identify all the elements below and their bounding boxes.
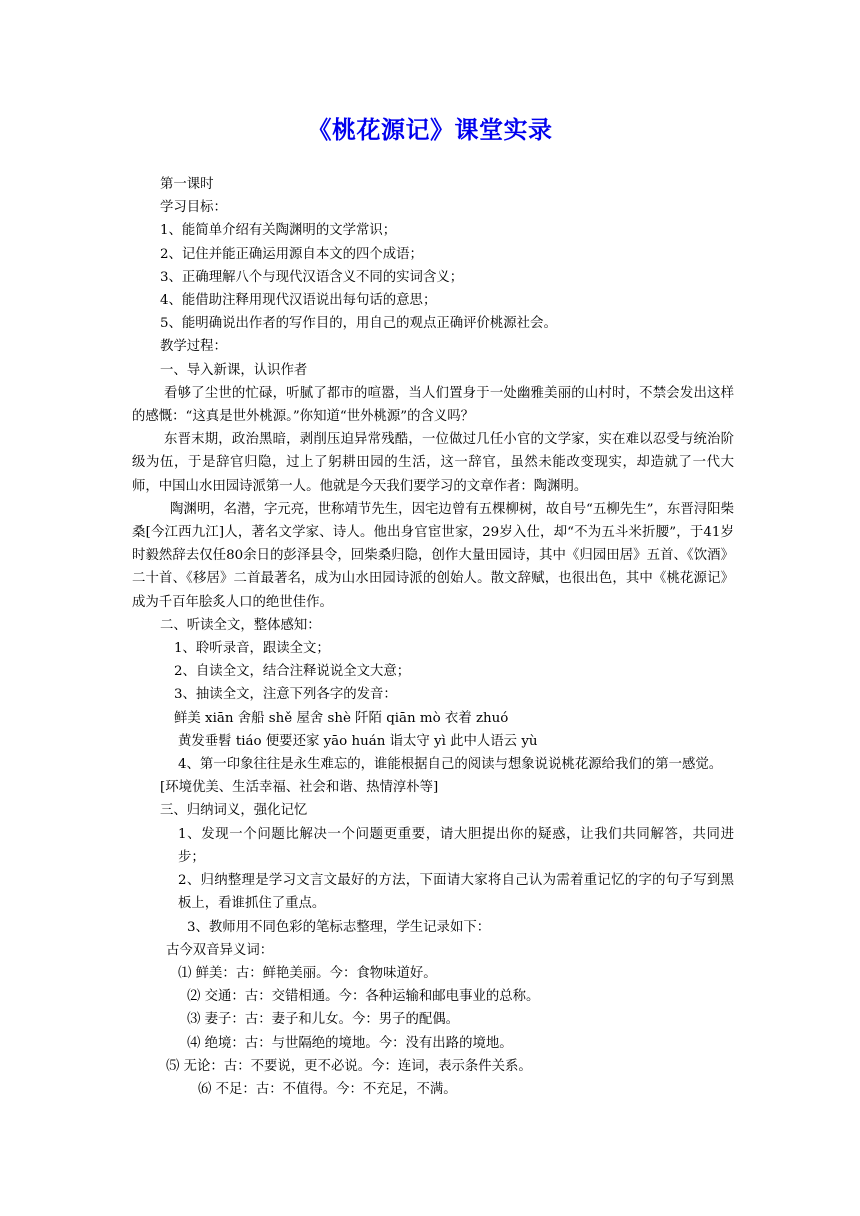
section-heading: 二、听读全文，整体感知： — [160, 617, 321, 633]
word-entry: ⑷ 绝境：古：与世隔绝的境地。今：没有出路的境地。 — [187, 1035, 513, 1051]
vocabulary-step: 3、教师用不同色彩的笔标志整理，学生记录如下： — [187, 919, 491, 935]
lesson-label: 第一课时 — [160, 177, 214, 192]
author-paragraph: 陶渊明，名潜，字元亮，世称靖节先生，因宅边曾有五棵柳树，故自号“五柳先生”，东晋浔阳柴桑[今江西九江]人，著名文学家、诗人。他出身官宦世家，29岁入仕，却“不为五斗米折腰”，于41岁时毅然辞去仅任80余日的彭泽县令，回柴桑归隐，创作大量田园诗，其中《归园田居》五首、《饮酒》二十首、《移居》二首最著名，成为山水田园诗派的创始人。散文辞赋，也很出色，其中《桃花源记》成为千百年脍炙人口的绝世佳作。 — [132, 501, 734, 610]
goal-item: 3、正确理解八个与现代汉语含义不同的实词含义； — [160, 269, 464, 285]
goal-item: 4、能借助注释用现代汉语说出每句话的意思； — [160, 293, 437, 309]
word-entry: ⑶ 妻子：古：妻子和儿女。今：男子的配偶。 — [187, 1012, 460, 1028]
history-paragraph: 东晋末期，政治黑暗，剥削压迫异常残酷，一位做过几任小官的文学家，实在难以忍受与统治阶级为伍，于是辞官归隐，过上了躬耕田园的生活，这一辞官，虽然未能改变现实，却造就了一代大师，中国山水田园诗派第一人。他就是今天我们要学习的文章作者：陶渊明。 — [132, 432, 734, 494]
vocabulary-step: 1、发现一个问题比解决一个问题更重要，请大胆提出你的疑惑，让我们共同解答，共同进步； — [178, 826, 734, 865]
goal-item: 1、能简单介绍有关陶渊明的文学常识； — [160, 223, 397, 239]
section-heading: 一、导入新课，认识作者 — [160, 362, 308, 378]
word-entry: ⑸ 无论：古：不要说，更不必说。今：连词，表示条件关系。 — [166, 1058, 532, 1074]
word-list-heading: 古今双音异义词： — [166, 942, 274, 958]
word-entry: ⑹ 不足：古：不值得。今：不充足，不满。 — [198, 1081, 457, 1097]
document-title: 《桃花源记》课堂实录 — [307, 116, 553, 144]
word-entry: ⑵ 交通：古：交错相通。今：各种运输和邮电事业的总称。 — [187, 989, 540, 1005]
vocabulary-step: 2、归纳整理是学习文言文最好的方法，下面请大家将自己认为需着重记忆的字的句子写到黑板上，看谁抓住了重点。 — [178, 873, 734, 912]
goal-item: 2、记住并能正确运用源自本文的四个成语； — [160, 246, 423, 262]
intro-paragraph: 看够了尘世的忙碌，听腻了都市的喧嚣，当人们置身于一处幽雅美丽的山村时，不禁会发出这样的感慨：“这真是世外桃源。”你知道“世外桃源”的含义吗？ — [132, 385, 734, 425]
section-heading: 三、归纳词义，强化记忆 — [160, 803, 308, 819]
pronunciation-line: 黄发垂髫 tiáo 便要还家 yāo huán 诣太守 yì 此中人语云 yù — [178, 733, 538, 749]
goals-heading: 学习目标： — [160, 200, 227, 216]
reading-step: 1、聆听录音，跟读全文； — [174, 641, 330, 657]
reading-step: 4、第一印象往往是永生难忘的，谁能根据自己的阅读与想象说说桃花源给我们的第一感觉。 — [178, 757, 723, 773]
summary-note: [环境优美、生活幸福、社会和谐、热情淳朴等] — [160, 780, 439, 796]
word-entry: ⑴ 鲜美：古：鲜艳美丽。今：食物味道好。 — [178, 965, 437, 981]
document-body — [132, 173, 734, 1101]
pronunciation-line: 鲜美 xiān 舍船 shě 屋舍 shè 阡陌 qiān mò 衣着 zhuó — [174, 710, 509, 726]
goal-item: 5、能明确说出作者的写作目的，用自己的观点正确评价桃源社会。 — [160, 316, 557, 332]
reading-step: 2、自读全文，结合注释说说全文大意； — [174, 664, 411, 680]
process-heading: 教学过程： — [160, 339, 227, 355]
reading-step: 3、抽读全文，注意下列各字的发音： — [174, 687, 397, 703]
